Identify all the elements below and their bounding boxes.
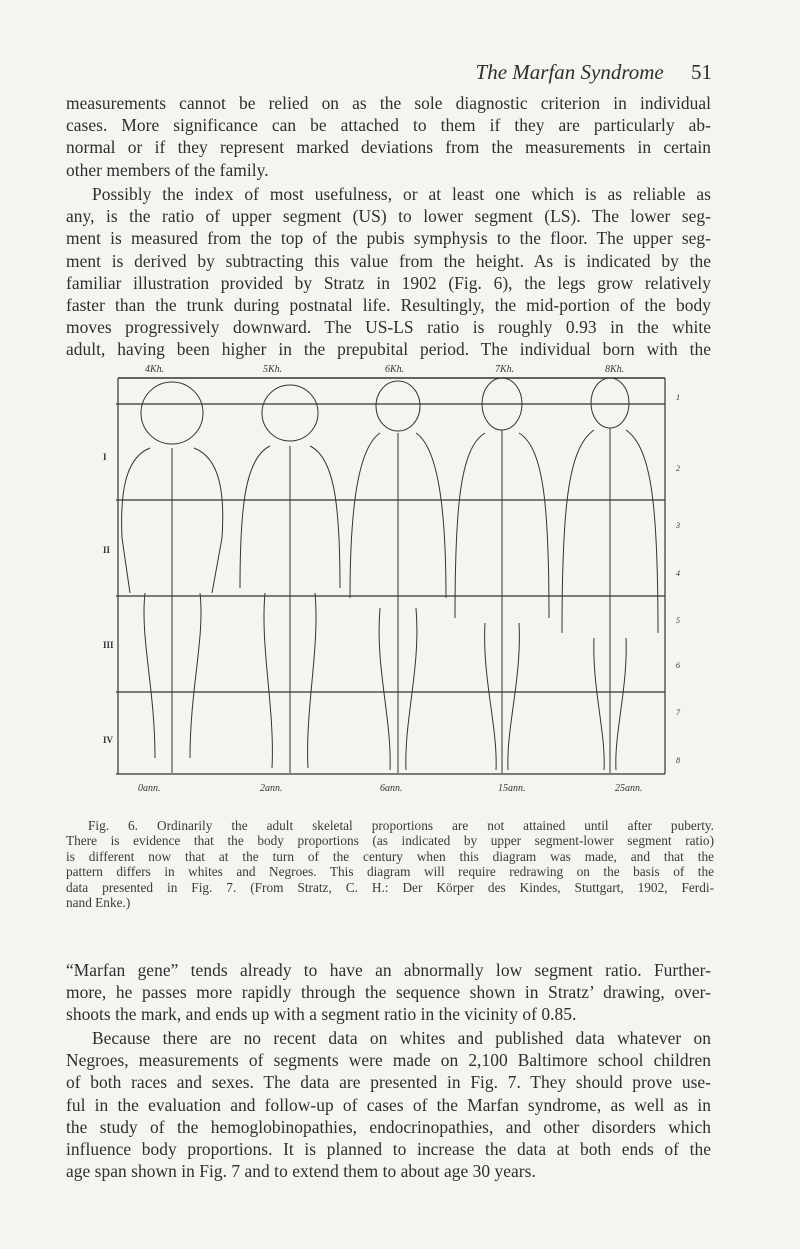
text-line: moves progressively downward. The US-LS ratio is roughly 0.93 in the white — [66, 317, 711, 338]
figure-caption — [66, 818, 714, 910]
bottom-label: 0ann. — [138, 783, 161, 794]
top-label: 7Kh. — [495, 364, 515, 375]
paragraph-2 — [66, 183, 711, 361]
top-label: 8Kh. — [605, 364, 625, 375]
text-line: the study of the hemoglobinopathies, endocrinopathies, and other disorders which — [66, 1116, 711, 1137]
roman-label: II — [103, 545, 111, 555]
text-line: Negroes, measurements of segments were made on 2,100 Baltimore school children — [66, 1050, 711, 1071]
scale-number: 1 — [676, 393, 680, 402]
text-line: shoots the mark, and ends up with a segment ratio in the vicinity of 0.85. — [66, 1004, 577, 1025]
text-line: other members of the family. — [66, 159, 269, 180]
top-label: 4Kh. — [145, 364, 165, 375]
text-line: influence body proportions. It is planned to increase the data at both ends of the — [66, 1139, 711, 1160]
page-number: 51 — [691, 60, 712, 84]
bottom-label: 25ann. — [615, 783, 643, 794]
text-line: faster than the trunk during postnatal life. Resultingly, the mid-portion of the body — [66, 295, 711, 316]
text-line: age span shown in Fig. 7 and to extend them to about age 30 years. — [66, 1161, 536, 1182]
caption-line: nand Enke.) — [66, 895, 131, 911]
paragraph-4 — [66, 1027, 711, 1182]
scale-number: 4 — [676, 569, 680, 578]
scale-number: 2 — [676, 464, 680, 473]
figure-6-proportions-diagram — [100, 358, 700, 813]
scale-number: 8 — [676, 756, 680, 765]
roman-label: I — [103, 452, 107, 462]
caption-line: data presented in Fig. 7. (From Stratz, C. H.: Der Körper des Kindes, Stuttgart, 1902, Ferdi- — [66, 879, 714, 895]
running-header — [476, 60, 712, 85]
text-line: Because there are no recent data on whites and published data whatever on — [92, 1028, 711, 1048]
grid-lines — [116, 378, 665, 774]
top-label: 6Kh. — [385, 364, 405, 375]
scale-number: 3 — [676, 521, 680, 530]
text-line: ful in the evaluation and follow-up of cases of the Marfan syndrome, as well as in — [66, 1094, 711, 1115]
paragraph-1 — [66, 92, 711, 181]
scale-number: 5 — [676, 616, 680, 625]
caption-line: There is evidence that the body proportions (as indicated by upper segment-lower segment ratio) — [66, 833, 714, 849]
text-line: of both races and sexes. The data are presented in Fig. 7. They should prove use- — [66, 1072, 711, 1093]
text-line: Possibly the index of most usefulness, or at least one which is as reliable as — [92, 184, 711, 204]
scale-number: 6 — [676, 661, 680, 670]
top-label: 5Kh. — [263, 364, 283, 375]
running-title: The Marfan Syndrome — [475, 60, 664, 84]
text-line: more, he passes more rapidly through the sequence shown in Stratz’ drawing, over- — [66, 982, 711, 1003]
text-line: ment is derived by subtracting this value from the height. As is indicated by the — [66, 250, 711, 271]
text-line: measurements cannot be relied on as the sole diagnostic criterion in individual — [66, 93, 711, 113]
text-line: adult, having been higher in the prepubital period. The individual born with the — [66, 339, 711, 360]
text-line: “Marfan gene” tends already to have an abnormally low segment ratio. Further- — [66, 960, 711, 980]
roman-label: III — [103, 640, 114, 650]
bottom-label: 15ann. — [498, 783, 526, 794]
bottom-label: 6ann. — [380, 783, 403, 794]
stratz-diagram — [100, 358, 700, 813]
text-line: cases. More significance can be attached to them if they are particularly ab- — [66, 115, 711, 136]
caption-line: Fig. 6. Ordinarily the adult skeletal proportions are not attained until after puberty. — [88, 818, 714, 833]
caption-line: pattern differs in whites and Negroes. This diagram will require redrawing on the basis of the — [66, 864, 714, 880]
scale-number: 7 — [676, 708, 680, 717]
caption-line: is different now that at the turn of the century when this diagram was made, and that the — [66, 848, 714, 864]
text-line: ment is measured from the top of the pubis symphysis to the floor. The upper seg- — [66, 228, 711, 249]
bottom-label: 2ann. — [260, 783, 283, 794]
figure-outlines — [122, 378, 658, 773]
text-line: any, is the ratio of upper segment (US) to lower segment (LS). The lower seg- — [66, 206, 711, 227]
text-line: normal or if they represent marked deviations from the measurements in certain — [66, 137, 711, 158]
roman-label: IV — [103, 735, 114, 745]
text-line: familiar illustration provided by Stratz in 1902 (Fig. 6), the legs grow relatively — [66, 272, 711, 293]
paragraph-3 — [66, 959, 711, 1026]
